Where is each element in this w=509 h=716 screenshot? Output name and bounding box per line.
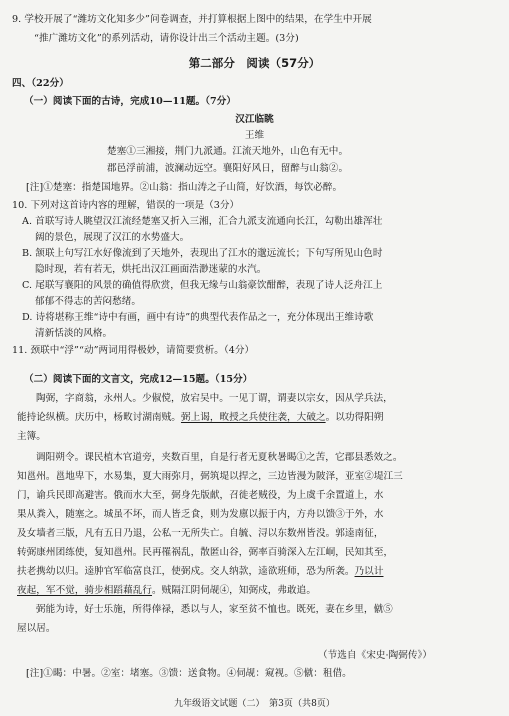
question-10-option-a-cont: 阔的景色，展现了汉江的水势盛大。: [35, 232, 190, 243]
poem-line-1: 楚塞①三湘接，荆门九派通。江流天地外，山色有无中。: [107, 146, 349, 157]
prose-p2-line-1: 调阳朔令。课民植木官道旁，夹数百里，自是行者无夏秋暑暍①之苦，它郡县悉效之。: [36, 452, 403, 463]
prose-p3-line-1: 弼能为诗，好士乐施，所得俸禄，悉以与人，家至贫不恤也。既死，妻在乡里，僦⑤: [36, 604, 393, 615]
prose-p1-line-2: [17, 412, 383, 424]
prose-p2-line-8: [17, 585, 316, 597]
prose-p2-line-5: 及女墙者三版，凡有五日乃退，公私一无所失亡。自毓、浔以东数州皆没。郭逵南征，: [17, 528, 384, 539]
prose-p2-line-7-text: 扶老携幼以归。逵肿官军临富良江，使弼戍。交人纳款，逵欲班师，恐为所袭。: [17, 566, 355, 577]
question-10-stem: 10. 下列对这首诗内容的理解，错误的一项是（3分）: [12, 200, 240, 211]
prose-p2-line-3: 门，谕兵民即高避害。俄而水大至，弼身先版献，召徙老贼役，为上虞千余置道上，水: [17, 490, 384, 501]
prose-underlined-sentence-2-start: 乃以计: [354, 566, 384, 577]
prose-note: [注]①暍：中暑。②室：堵塞。③馈：送食物。④伺觇：窥视。⑤僦：租借。: [26, 668, 352, 679]
question-10-option-a: A. 首联写诗人眺望汉江流经楚塞又折入三湘，汇合九派支流通向长江，勾勒出雄浑壮: [22, 216, 383, 227]
prose-p2-line-6: 转弼康州团练使，复知邕州。民再罹祸乱，散匿山谷，弼率百骑深入左江峒，民知其至，: [17, 547, 394, 558]
poem-title: 汉江临眺: [235, 114, 274, 125]
prose-underlined-sentence-1: 弼上谒，畋授之兵使往袭，大破之: [180, 412, 326, 423]
poem-note: [注]①楚塞：指楚国地界。②山翁：指山涛之子山简，好饮酒，每饮必醉。: [26, 182, 343, 193]
prose-p1-line-3: 主簿。: [17, 431, 46, 442]
question-10-option-b-cont: 隐时现，若有若无，烘托出汉江画面浩渺迷蒙的水汽。: [35, 264, 267, 275]
question-10-option-d: D. 诗将堪称王维“诗中有画，画中有诗”的典型代表作品之一，充分体现出王维诗歌: [22, 312, 374, 323]
prose-p3-line-2: 屋以居。: [17, 623, 56, 634]
prose-p1-line-1: 陶弼，字商翁，永州人。少俶傥，放宕吴中。一见丁谓，谓妻以宗女，因从学兵法，: [36, 393, 393, 404]
prose-p1-line-2-tail: 。以功得阳朔: [325, 412, 384, 423]
question-9-line-2: “推广潍坊文化”的系列活动，请你设计出三个活动主题。(3分): [34, 33, 299, 44]
page-footer: 九年级语文试题（二） 第3页（共8页）: [174, 699, 335, 709]
poem-line-2: 郡邑浮前浦，波澜动远空。襄阳好风日，留醉与山翁②。: [107, 163, 349, 174]
prose-underlined-sentence-2-end: 夜起，军不觉，骑步相蹈藉乱行: [17, 585, 153, 596]
prose-section-header: （二）阅读下面的文言文，完成12—15题。（15分）: [24, 374, 253, 385]
part-2-title: 第二部分 阅读（57分）: [188, 56, 321, 70]
poem-section-header: （一）阅读下面的古诗，完成10—11题。（7分）: [24, 96, 237, 107]
prose-p1-line-2-text: 能持论纵横。庆历中，杨畋讨湖南贼。: [17, 412, 181, 423]
section-4-header: 四、（22分）: [12, 78, 69, 89]
question-9-line-1: 9. 学校开展了“潍坊文化知多少”问卷调查，并打算根据上图中的结果，在学生中开展: [12, 14, 372, 25]
question-10-option-b: B. 颔联上句写江水好像流到了天地外，表现出了江水的邈远流长；下句写所见山色时: [22, 248, 383, 259]
poem-author: 王维: [244, 130, 265, 141]
question-11: 11. 颈联中“浮”“动”两词用得极妙，请简要赏析。（4分）: [12, 345, 255, 356]
prose-p2-line-4: 果从粪入，随塞之。城虽不坏，而人皆乏食，则为发廪以振于内，方舟以馈③于外，水: [17, 509, 384, 520]
prose-p2-line-7: [17, 566, 383, 578]
question-10-option-c: C. 尾联写襄阳的风景的确值得欣赏，但我无缘与山翁豪饮酣醉，表现了诗人泛舟江上: [22, 280, 383, 291]
prose-p2-line-2: 知邕州。邕地卑下，水易集，夏大雨弥月，弼筑堤以捍之，三边皆漫为陂泽，亚室②堤江三: [17, 471, 403, 482]
question-10-option-c-cont: 郁郁不得志的苦闷愁绪。: [35, 296, 142, 307]
question-10-option-d-cont: 清新恬淡的风格。: [35, 328, 113, 339]
prose-p2-line-8-tail: 。贼隔江阴伺觇④，知弼戍，弗敢追。: [152, 585, 316, 596]
prose-source: （节选自《宋史·陶弼传》）: [318, 650, 433, 661]
